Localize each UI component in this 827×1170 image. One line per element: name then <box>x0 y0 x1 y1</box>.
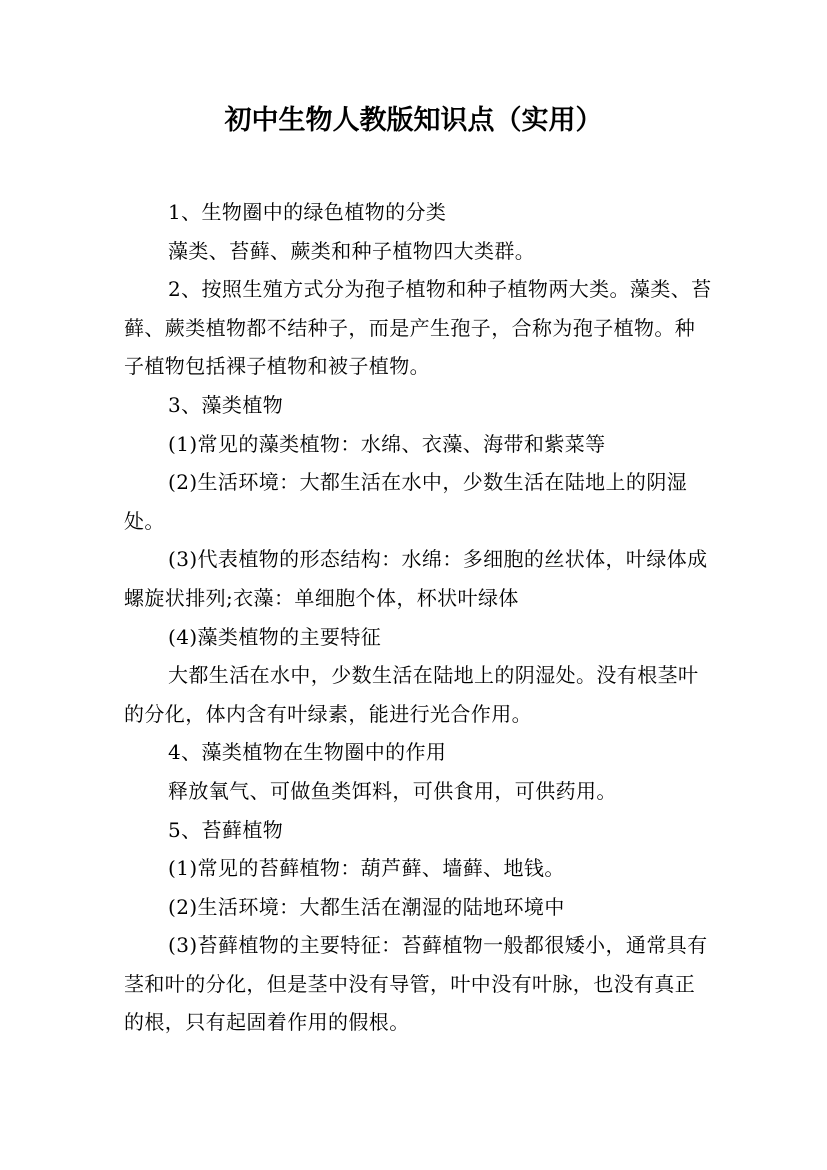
paragraph: 4、藻类植物在生物圈中的作用 <box>168 740 447 765</box>
paragraph: 2、按照生殖方式分为孢子植物和种子植物两大类。藻类、苔藓、蕨类植物都不结种子，而是产生孢子，合称为孢子植物。种子植物包括裸子植物和被子植物。 <box>124 277 712 379</box>
paragraph: (2)生活环境：大都生活在潮湿的陆地环境中 <box>168 894 565 919</box>
document-title: 初中生物人教版知识点（实用） <box>224 105 603 136</box>
paragraph: 5、苔藓植物 <box>168 817 284 842</box>
paragraph: (4)藻类植物的主要特征 <box>168 624 382 649</box>
paragraph: 3、藻类植物 <box>168 392 284 417</box>
paragraph: 大都生活在水中，少数生活在陆地上的阴湿处。没有根茎叶的分化，体内含有叶绿素，能进行光合作用。 <box>124 663 699 726</box>
paragraph: (2)生活环境：大都生活在水中，少数生活在陆地上的阴湿处。 <box>124 470 688 533</box>
paragraph: (1)常见的藻类植物：水绵、衣藻、海带和紫菜等 <box>168 431 606 456</box>
paragraph: (3)苔藓植物的主要特征：苔藓植物一般都很矮小，通常具有茎和叶的分化，但是茎中没有导管，叶中没有叶脉，也没有真正的根，只有起固着作用的假根。 <box>124 933 708 1035</box>
document-body <box>124 193 714 1042</box>
paragraph: 释放氧气、可做鱼类饵料，可供食用，可供药用。 <box>168 778 617 803</box>
paragraph: (3)代表植物的形态结构：水绵：多细胞的丝状体，叶绿体成螺旋状排列;衣藻：单细胞个体，杯状叶绿体 <box>124 547 708 610</box>
paragraph: (1)常见的苔藓植物：葫芦藓、墙藓、地钱。 <box>168 856 565 881</box>
paragraph: 1、生物圈中的绿色植物的分类 <box>168 200 447 224</box>
paragraph: 藻类、苔藓、蕨类和种子植物四大类群。 <box>168 238 536 263</box>
